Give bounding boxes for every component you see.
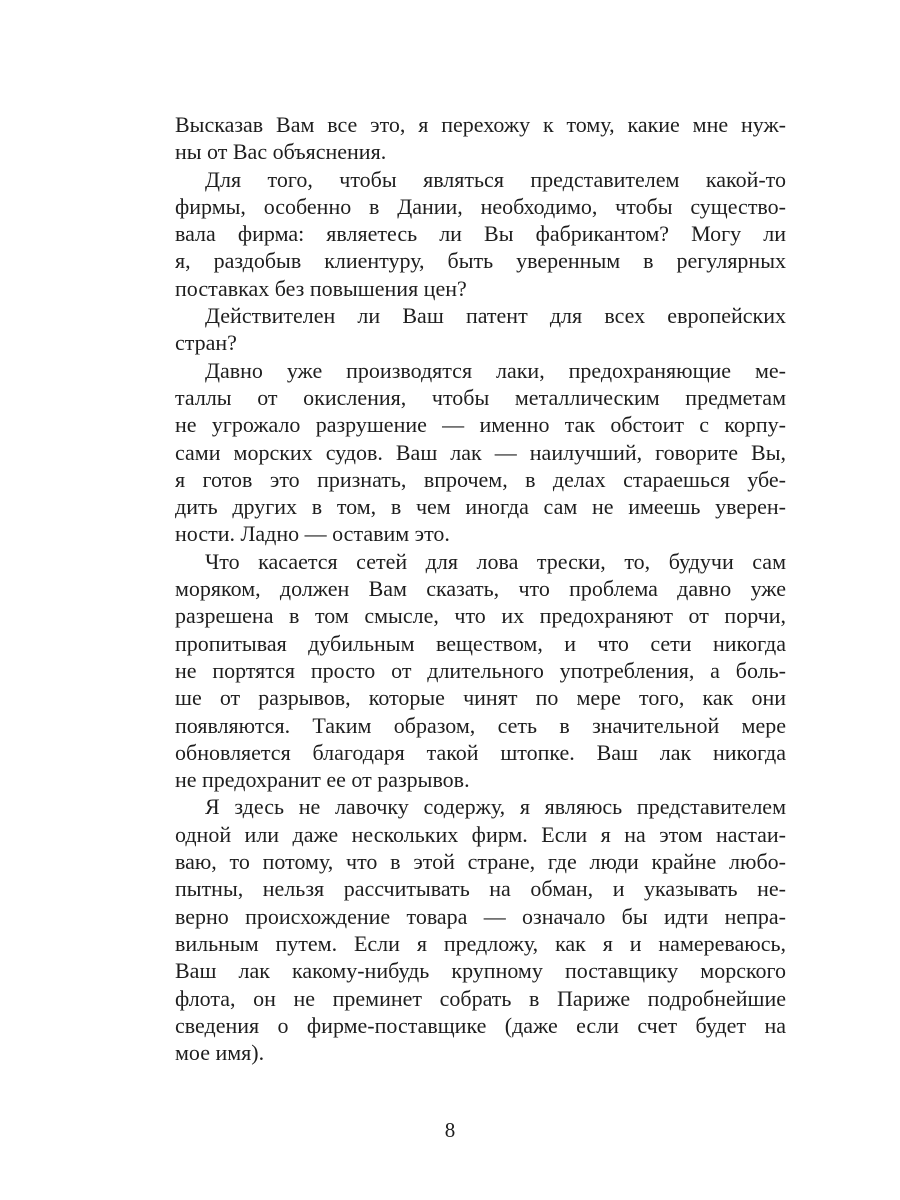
text-line: Высказав Вам все это, я перехожу к тому, какие мне нуж- bbox=[175, 112, 786, 137]
text-line: одной или даже нескольких фирм. Если я на этом настаи- bbox=[175, 821, 786, 847]
text-line: обновляется благодаря такой штопке. Ваш лак никогда bbox=[175, 739, 786, 765]
text-line: ности. Ладно — оставим это. bbox=[175, 521, 450, 547]
text-line: ны от Вас объяснения. bbox=[175, 139, 387, 165]
paragraph bbox=[175, 111, 786, 166]
text-line: пропитывая дубильным веществом, и что сети никогда bbox=[175, 630, 786, 656]
text-line: я готов это признать, впрочем, в делах стараешься убе- bbox=[175, 466, 786, 492]
paragraph bbox=[175, 166, 786, 302]
body-text bbox=[175, 111, 786, 1066]
page-number: 8 bbox=[444, 1118, 456, 1142]
text-line: Для того, чтобы являться представителем какой-то bbox=[205, 166, 786, 192]
text-line: не предохранит ее от разрывов. bbox=[175, 767, 470, 793]
text-line: Давно уже производятся лаки, предохраняющие ме- bbox=[205, 357, 786, 383]
paragraph bbox=[175, 793, 786, 1066]
text-line: дить других в том, в чем иногда сам не имеешь уверен- bbox=[175, 494, 786, 520]
text-line: моряком, должен Вам сказать, что проблема давно уже bbox=[175, 576, 786, 602]
text-line: сведения о фирме-поставщике (даже если счет будет на bbox=[175, 1012, 786, 1038]
paragraph bbox=[175, 548, 786, 794]
text-line: Действителен ли Ваш патент для всех европейских bbox=[205, 303, 786, 329]
text-line: фирмы, особенно в Дании, необходимо, чтобы существо- bbox=[175, 193, 786, 219]
paragraph bbox=[175, 302, 786, 357]
text-line: верно происхождение товара — означало бы идти непра- bbox=[175, 903, 786, 929]
text-line: поставках без повышения цен? bbox=[175, 275, 467, 301]
text-line: сами морских судов. Ваш лак — наилучший, говорите Вы, bbox=[175, 439, 786, 465]
paragraph bbox=[175, 357, 786, 548]
text-line: вала фирма: являетесь ли Вы фабрикантом? Могу ли bbox=[175, 221, 786, 247]
text-line: флота, он не преминет собрать в Париже подробнейшие bbox=[175, 985, 786, 1011]
text-line: я, раздобыв клиентуру, быть уверенным в регулярных bbox=[175, 248, 786, 274]
text-line: разрешена в том смысле, что их предохраняют от порчи, bbox=[175, 603, 786, 629]
text-line: мое имя). bbox=[175, 1040, 265, 1066]
text-line: таллы от окисления, чтобы металлическим предметам bbox=[175, 384, 786, 410]
text-line: Я здесь не лавочку содержу, я являюсь представителем bbox=[205, 794, 786, 820]
text-line: ваю, то потому, что в этой стране, где люди крайне любо- bbox=[175, 849, 786, 875]
text-line: пытны, нельзя рассчитывать на обман, и указывать не- bbox=[175, 876, 786, 902]
text-line: ше от разрывов, которые чинят по мере того, как они bbox=[175, 685, 786, 711]
text-line: вильным путем. Если я предложу, как я и намереваюсь, bbox=[175, 930, 786, 956]
text-line: не портятся просто от длительного употребления, а боль- bbox=[175, 657, 786, 683]
text-line: стран? bbox=[175, 330, 237, 356]
text-line: Ваш лак какому-нибудь крупному поставщику морского bbox=[175, 958, 786, 984]
text-line: не угрожало разрушение — именно так обстоит с корпу- bbox=[175, 412, 786, 438]
text-line: появляются. Таким образом, сеть в значительной мере bbox=[175, 712, 786, 738]
text-line: Что касается сетей для лова трески, то, будучи сам bbox=[205, 548, 786, 574]
